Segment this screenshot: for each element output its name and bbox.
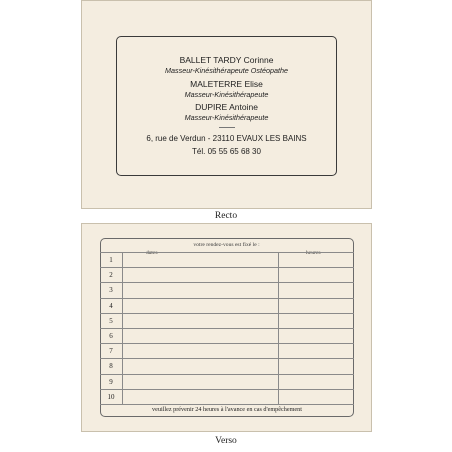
row-number: 7 — [109, 347, 113, 356]
grid-row-rule — [100, 374, 354, 375]
person-3-name: DUPIRE Antoine — [195, 102, 258, 112]
address-text: 6, rue de Verdun - 23110 EVAUX LES BAINS — [146, 134, 307, 143]
appointment-heading: votre rendez-vous est fixé le : — [193, 242, 260, 248]
grid-row-rule — [100, 313, 354, 314]
grid-top-rule — [100, 252, 354, 253]
row-number: 8 — [109, 362, 113, 371]
recto-caption: Recto — [214, 211, 238, 221]
person-3-title: Masseur-Kinésithérapeute — [184, 113, 269, 122]
grid-row-rule — [100, 282, 354, 283]
cancellation-notice: veuillez prévenir 24 heures à l'avance en cas d'empêchement — [152, 406, 302, 413]
row-number: 5 — [109, 316, 113, 325]
grid-row-rule — [100, 343, 354, 344]
grid-row-rule — [100, 298, 354, 299]
grid-row-rule — [100, 358, 354, 359]
divider-line — [219, 127, 235, 128]
person-2-name: MALETERRE Elise — [190, 79, 263, 89]
column-header-heures: heures — [306, 250, 321, 256]
row-number: 4 — [109, 301, 113, 310]
business-card-front — [81, 0, 372, 209]
row-number: 6 — [109, 332, 113, 340]
appointment-card-back — [81, 223, 372, 432]
row-number: 10 — [107, 392, 115, 401]
person-1-name: BALLET TARDY Corinne — [179, 55, 274, 65]
grid-row-rule — [100, 267, 354, 268]
row-number: 1 — [109, 256, 113, 264]
phone-text: Tél. 05 55 65 68 30 — [192, 147, 261, 156]
person-1-title: Masseur-Kinésithérapeute Ostéopathe — [165, 66, 288, 75]
row-number: 2 — [109, 271, 113, 280]
verso-caption: Verso — [215, 436, 237, 446]
row-number: 9 — [109, 377, 113, 386]
column-header-dates: dates — [146, 250, 158, 256]
row-number: 3 — [109, 286, 113, 295]
grid-row-rule — [100, 404, 354, 405]
time-column-divider — [278, 252, 279, 404]
grid-row-rule — [100, 328, 354, 329]
number-column-divider — [122, 252, 123, 404]
person-2-title: Masseur-Kinésithérapeute — [184, 90, 269, 99]
grid-row-rule — [100, 389, 354, 390]
